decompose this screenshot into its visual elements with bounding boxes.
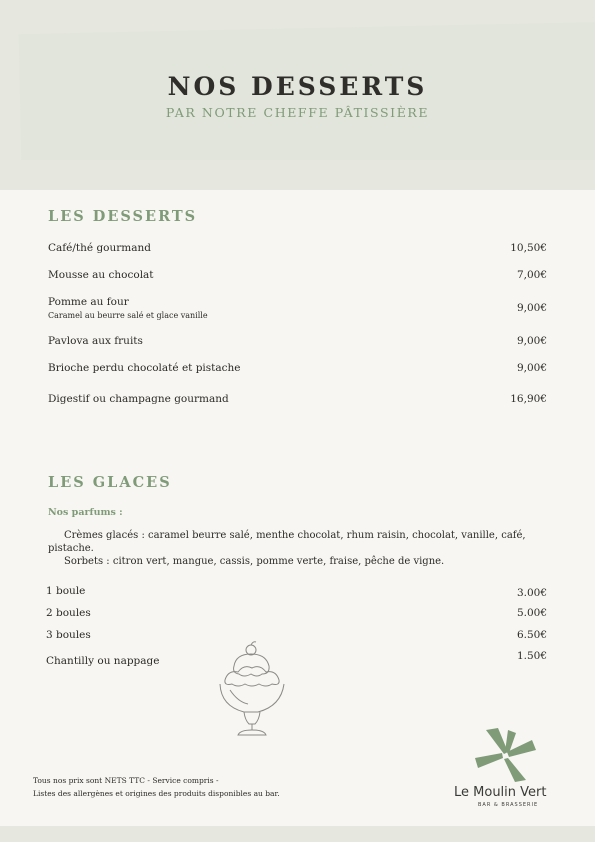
- ice-cream-item-price: 6.50€: [516, 629, 547, 641]
- dessert-item-price: 9,00€: [516, 302, 547, 314]
- dessert-item-name: Brioche perdu chocolaté et pistache: [48, 362, 241, 374]
- footer-line: Listes des allergènes et origines des produits disponibles au bar.: [33, 789, 280, 798]
- page-title: NOS DESSERTS: [167, 72, 428, 101]
- section-title-glaces: LES GLACES: [48, 474, 172, 491]
- logo-tagline: BAR & BRASSERIE: [478, 802, 539, 808]
- dessert-item-name: Pavlova aux fruits: [48, 335, 143, 347]
- ice-cream-item-price: 1.50€: [516, 650, 547, 662]
- windmill-icon: [474, 728, 538, 782]
- flavors-label: Nos parfums :: [48, 507, 123, 518]
- dessert-item-name: Pomme au four: [48, 296, 129, 308]
- logo-name: Le Moulin Vert: [454, 785, 547, 800]
- bottom-band: [0, 826, 595, 842]
- ice-cream-item-price: 3.00€: [516, 587, 547, 599]
- ice-cream-item-name: 2 boules: [46, 607, 91, 619]
- dessert-item-price: 9,00€: [516, 335, 547, 347]
- dessert-item-name: Digestif ou champagne gourmand: [48, 393, 229, 405]
- sorbet-flavors: Sorbets : citron vert, mangue, cassis, pomme verte, fraise, pêche de vigne.: [64, 556, 445, 567]
- ice-cream-sundae-icon: [214, 640, 290, 740]
- ice-cream-flavors: Crèmes glacés : caramel beurre salé, menthe chocolat, rhum raisin, chocolat, vanille, café, pistache.: [48, 530, 526, 554]
- dessert-item-name: Mousse au chocolat: [48, 269, 154, 281]
- section-title-desserts: LES DESSERTS: [48, 208, 198, 225]
- dessert-item-price: 10,50€: [510, 242, 547, 254]
- dessert-item-price: 9,00€: [516, 362, 547, 374]
- dessert-item-description: Caramel au beurre salé et glace vanille: [48, 311, 208, 320]
- ice-cream-item-name: Chantilly ou nappage: [46, 655, 160, 667]
- dessert-item-price: 7,00€: [516, 269, 547, 281]
- page-subtitle: PAR NOTRE CHEFFE PÂTISSIÈRE: [165, 105, 430, 120]
- flavors-list: [48, 529, 558, 568]
- footer-note: [33, 774, 280, 800]
- ice-cream-item-name: 1 boule: [46, 585, 86, 597]
- dessert-item-name: Café/thé gourmand: [48, 242, 151, 254]
- ice-cream-item-name: 3 boules: [46, 629, 91, 641]
- footer-line: Tous nos prix sont NETS TTC - Service compris -: [33, 776, 219, 785]
- dessert-item-price: 16,90€: [510, 393, 547, 405]
- ice-cream-item-price: 5.00€: [516, 607, 547, 619]
- torn-paper-edge: [0, 160, 595, 200]
